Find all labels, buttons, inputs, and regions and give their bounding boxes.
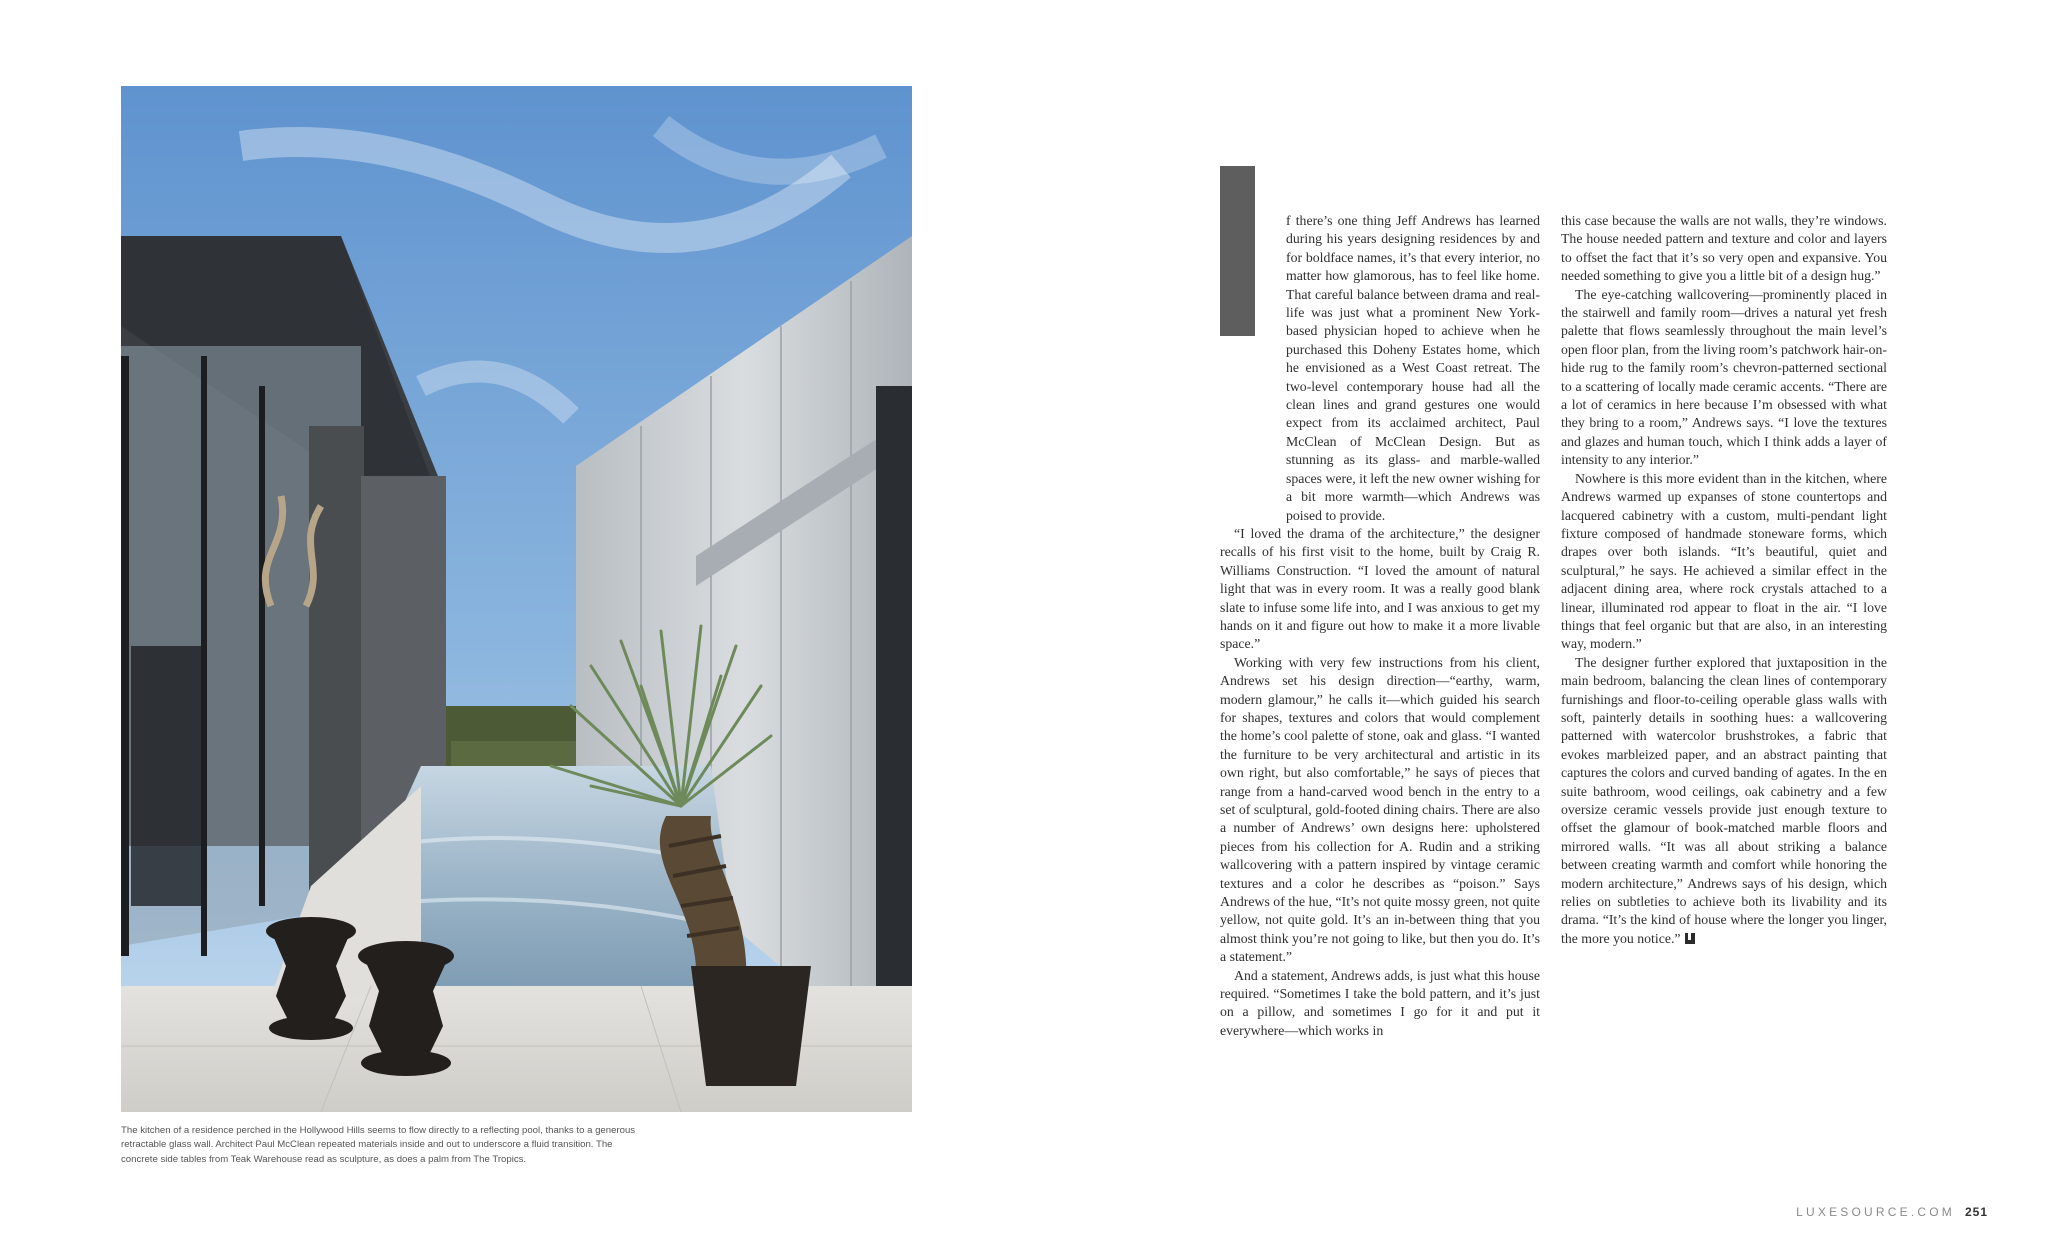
article-paragraph: “I loved the drama of the architecture,” the designer recalls of his first visit to the home, built by Craig R. Williams Construction. “I loved the amount of natural light that was in every room. It was a really good blank slate to infuse some life into, and I was anxious to get my hands on it and figure out how to make it a more livable space.” xyxy=(1220,525,1540,652)
article-paragraph: f there’s one thing Jeff Andrews has learned during his years designing residences by and for boldface names, it’s that every interior, no matter how glamorous, has to feel like home. That careful balance between drama and real-life was just what a prominent New York-based physician hoped to achieve when he purchased this Doheny Estates home, which he envisioned as a West Coast retreat. The two-level contemporary house had all the clean lines and grand gestures one would expect from its acclaimed architect, Paul McClean of McClean Design. But as stunning as its glass- and marble-walled spaces were, it left the new owner wishing for a bit more warmth—which Andrews was poised to provide. xyxy=(1286,213,1541,523)
feature-photo xyxy=(121,86,912,1112)
page-footer xyxy=(1796,1205,1988,1219)
article-paragraph: Working with very few instructions from his client, Andrews set his design direction—“earthy, warm, modern glamour,” he calls it—which guided his search for shapes, textures and colors that would complement the home’s cool palette of stone, oak and glass. “I wanted the furniture to be very architectural and artistic in its own right, but also comfortable,” he says of pieces that range from a hand-carved wood bench in the entry to a set of sculptural, gold-footed dining chairs. There are also a number of Andrews’ own designs here: upholstered pieces from his collection for A. Rudin and a striking wallcovering with a pattern inspired by vintage ceramic textures and a color he describes as “poison.” Says Andrews of the hue, “It’s not quite mossy green, not quite yellow, not quite gold. It’s an in-between thing that you almost think you’re not going to like, but then you do. It’s a statement.” xyxy=(1220,654,1540,965)
article-paragraph: The eye-catching wallcovering—prominently placed in the stairwell and family room—drives a natural yet fresh palette that flows seamlessly throughout the main level’s open floor plan, from the living room’s patchwork hair-on-hide rug to the family room’s chevron-patterned sectional to a scattering of locally made ceramic accents. “There are a lot of ceramics in here because I’m obsessed with what they bring to a room,” Andrews says. “I love the textures and glazes and human touch, which I think adds a layer of intensity to any interior.” xyxy=(1561,286,1887,468)
article-paragraph: this case because the walls are not walls, they’re windows. The house needed pattern and texture and color and layers to offset the fact that it’s so very open and expansive. You needed something to give you a little bit of a design hug.” xyxy=(1561,213,1887,284)
feature-photo-illustration xyxy=(121,86,912,1112)
page-number: 251 xyxy=(1964,1205,1988,1219)
article-paragraph-last xyxy=(1561,654,1887,949)
article-paragraph: And a statement, Andrews adds, is just what this house required. “Sometimes I take the bold pattern, and it’s just on a pillow, and sometimes I go for it and put it everywhere—which works in xyxy=(1220,967,1540,1038)
photo-caption: The kitchen of a residence perched in the Hollywood Hills seems to flow directly to a reflecting pool, thanks to a generous retractable glass wall. Architect Paul McClean repeated materials inside and out to underscore a fluid transition. The concrete side tables from Teak Warehouse read as sculpture, as does a palm from The Tropics. xyxy=(121,1125,636,1165)
footer-site-link[interactable]: LUXESOURCE.COM xyxy=(1796,1205,1955,1219)
article-paragraph-text: The designer further explored that juxtaposition in the main bedroom, balancing the clean lines of contemporary furnishings and floor-to-ceiling operable glass walls with soft, painterly details in soothing hues: a wallcovering patterned with watercolor brushstrokes, a fabric that evokes marbleized paper, and an abstract painting that captures the colors and curved banding of agates. In the en suite bathroom, wood ceilings, oak cabinetry and a few oversize ceramic vessels provide just enough texture to offset the glamour of book-matched marble floors and mirrored walls. “It was all about striking a balance between creating warmth and comfort while honoring the modern architecture,” Andrews says of his design, which relies on subtleties to achieve both its livability and its drama. “It’s the kind of house where the longer you linger, the more you notice.” xyxy=(1561,654,1887,946)
article-paragraph: Nowhere is this more evident than in the kitchen, where Andrews warmed up expanses of stone countertops and lacquered cabinetry with a custom, multi-pendant light fixture composed of handmade stoneware forms, which drapes over both islands. “It’s beautiful, quiet and sculptural,” he says. He achieved a similar effect in the adjacent dining area, where rock crystals attached to a linear, illuminated rod appear to float in the air. “I love things that feel organic but that are also, in an interesting way, modern.” xyxy=(1561,470,1887,652)
article-column-1 xyxy=(1220,212,1540,1040)
article-column-2 xyxy=(1561,212,1887,948)
end-mark-icon xyxy=(1685,933,1695,944)
